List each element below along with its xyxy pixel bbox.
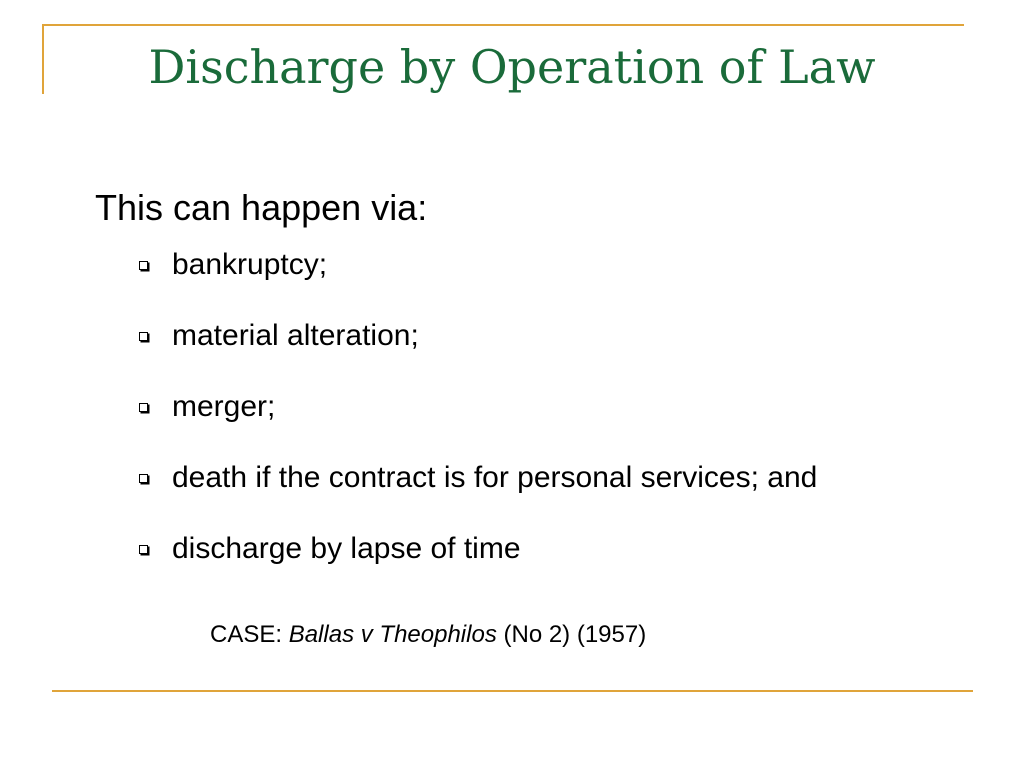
bullet-item-lapse-of-time	[132, 530, 932, 568]
bullet-item-bankruptcy	[132, 246, 932, 284]
hollow-square-bullet-icon	[139, 261, 148, 270]
hollow-square-bullet-icon	[139, 403, 148, 412]
hollow-square-bullet-icon	[139, 332, 148, 341]
bullet-item-death	[132, 459, 932, 497]
frame-bottom-line	[52, 690, 973, 692]
case-suffix: (No 2) (1957)	[496, 621, 647, 648]
intro-text: This can happen via:	[95, 187, 428, 228]
frame-top-line	[42, 24, 964, 26]
hollow-square-bullet-icon	[139, 474, 148, 483]
case-citation	[210, 621, 646, 650]
bullet-text: discharge by lapse of time	[172, 532, 521, 565]
bullet-text: death if the contract is for personal services; and	[172, 461, 818, 494]
case-prefix: CASE:	[210, 621, 289, 648]
bullet-list	[132, 246, 932, 568]
bullet-item-material-alteration	[132, 317, 932, 355]
case-name: Ballas v Theophilos	[288, 621, 497, 648]
slide-title: Discharge by Operation of Law	[148, 40, 876, 94]
bullet-text: merger;	[172, 390, 276, 423]
bullet-text: bankruptcy;	[172, 248, 328, 281]
hollow-square-bullet-icon	[139, 545, 148, 554]
bullet-text: material alteration;	[172, 319, 419, 352]
bullet-item-merger	[132, 388, 932, 426]
